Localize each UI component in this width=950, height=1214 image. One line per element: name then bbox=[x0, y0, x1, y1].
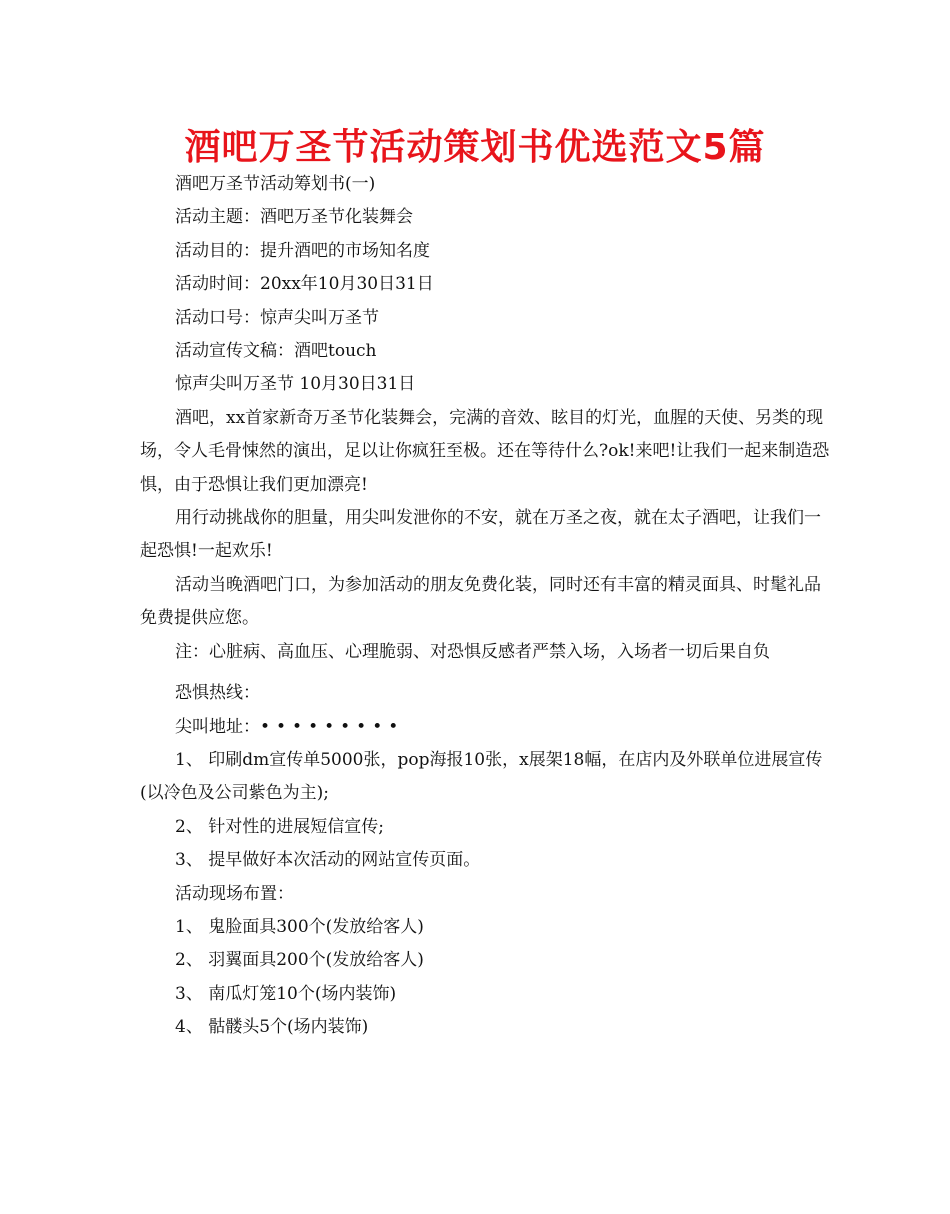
address-label: 尖叫地址： bbox=[175, 716, 260, 737]
paragraph-challenge: 用行动挑战你的胆量，用尖叫发泄你的不安，就在万圣之夜，就在太子酒吧，让我们一起恐惧!一起欢乐! bbox=[140, 508, 821, 562]
paragraph-copy: 活动宣传文稿：酒吧touch bbox=[175, 341, 377, 362]
document-body bbox=[140, 168, 830, 1045]
list-item-wing-mask: 2、 羽翼面具200个(发放给客人) bbox=[175, 950, 424, 971]
list-item-print: 1、 印刷dm宣传单5000张，pop海报10张，x展架18幅，在店内及外联单位进展宣传(以冷色及公司紫色为主); bbox=[140, 749, 823, 804]
document-title: 酒吧万圣节活动策划书优选范文5篇 bbox=[184, 127, 766, 168]
list-item-pumpkin: 3、 南瓜灯笼10个(场内装饰) bbox=[175, 983, 397, 1004]
paragraph-makeup: 活动当晚酒吧门口，为参加活动的朋友免费化装，同时还有丰富的精灵面具、时髦礼品免费提供应您。 bbox=[140, 574, 821, 629]
list-item-web: 3、 提早做好本次活动的网站宣传页面。 bbox=[175, 850, 481, 871]
paragraph-time: 活动时间：20xx年10月30日31日 bbox=[175, 274, 434, 295]
paragraph-hotline: 恐惧热线： bbox=[175, 683, 260, 704]
list-item-skull: 4、 骷髅头5个(场内装饰) bbox=[175, 1017, 369, 1038]
paragraph-copy-date: 惊声尖叫万圣节 10月30日31日 bbox=[175, 374, 416, 395]
list-item-ghost-mask: 1、 鬼脸面具300个(发放给客人) bbox=[175, 916, 424, 937]
paragraph-theme: 活动主题：酒吧万圣节化装舞会 bbox=[175, 207, 413, 228]
paragraph-address bbox=[140, 711, 830, 744]
address-dots: ••••••••• bbox=[260, 716, 405, 737]
paragraph-purpose: 活动目的：提升酒吧的市场知名度 bbox=[175, 240, 430, 261]
paragraph-heading: 酒吧万圣节活动筹划书(一) bbox=[175, 174, 376, 194]
paragraph-notice: 注：心脏病、高血压、心理脆弱、对恐惧反感者严禁入场，入场者一切后果自负 bbox=[175, 641, 770, 662]
paragraph-slogan: 活动口号：惊声尖叫万圣节 bbox=[175, 307, 379, 328]
paragraph-intro: 酒吧，xx首家新奇万圣节化装舞会，完满的音效、眩目的灯光，血腥的天使、另类的现场，令人毛骨悚然的演出，足以让你疯狂至极。还在等待什么?ok!来吧!让我们一起来制造恐惧，由于恐惧让我们更加漂亮! bbox=[140, 407, 830, 495]
list-item-sms: 2、 针对性的进展短信宣传; bbox=[175, 816, 384, 837]
paragraph-setup: 活动现场布置： bbox=[175, 883, 294, 904]
